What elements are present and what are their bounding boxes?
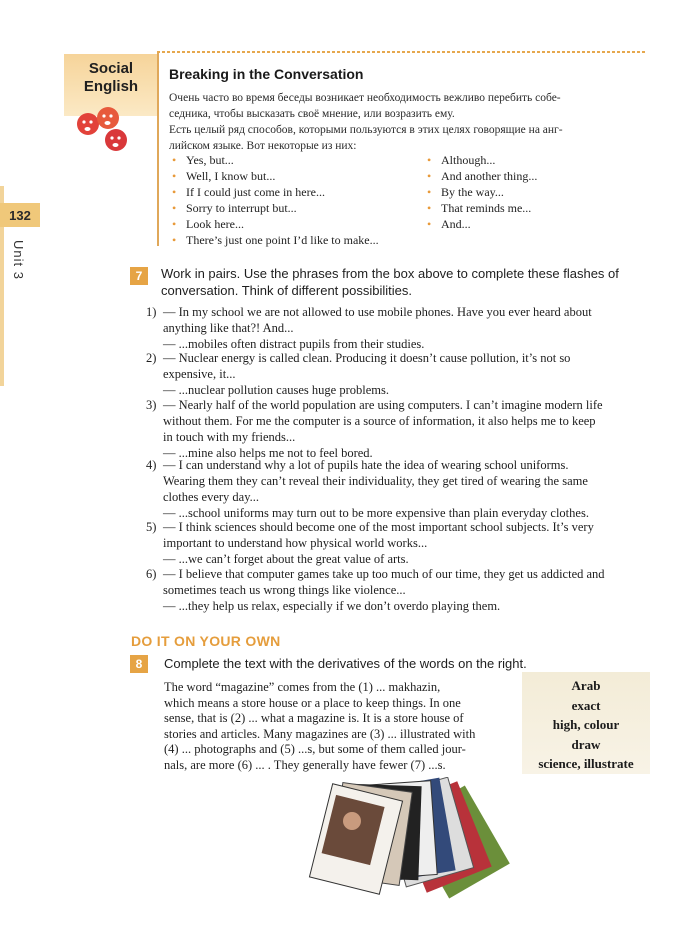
box-top-rule bbox=[157, 50, 647, 54]
exercise-7-item bbox=[146, 350, 652, 398]
item-line: clothes every day... bbox=[163, 490, 260, 504]
item-number: 3) bbox=[146, 398, 157, 412]
box-intro-text bbox=[169, 90, 637, 154]
box-intro-line: седника, чтобы высказать своё мнение, или возразить ему. bbox=[169, 108, 455, 120]
item-line: anything like that?! And... bbox=[163, 321, 294, 335]
text-line: stories and articles. Many magazines are (3) ... illustrated with bbox=[164, 726, 476, 741]
box-intro-line: Очень часто во время беседы возникает необходимость вежливо перебить собе- bbox=[169, 92, 561, 104]
do-it-on-your-own-heading: DO IT ON YOUR OWN bbox=[131, 633, 281, 649]
item-number: 4) bbox=[146, 458, 157, 472]
item-line: — ...mine also helps me not to feel bored. bbox=[163, 446, 373, 460]
phrase-item: • And... bbox=[423, 216, 623, 232]
exercise-7-item bbox=[146, 519, 652, 567]
box-left-border bbox=[157, 52, 159, 246]
phrase-item: • Well, I know but... bbox=[168, 168, 418, 184]
word-item: Arab bbox=[571, 678, 601, 693]
item-line: — I think sciences should become one of the most important school subjects. It’s very bbox=[163, 520, 594, 534]
phrase-item: • Although... bbox=[423, 152, 623, 168]
item-line: — In my school we are not allowed to use mobile phones. Have you ever heard about bbox=[163, 305, 592, 319]
item-line: — I believe that computer games take up too much of our time, they get us addicted and bbox=[163, 567, 605, 581]
derivative-words-box bbox=[522, 672, 650, 774]
phrase-item: • Sorry to interrupt but... bbox=[168, 200, 418, 216]
box-intro-line: лийском языке. Вот некоторые из них: bbox=[169, 140, 357, 152]
social-english-line2: English bbox=[83, 78, 139, 95]
smiley-faces-icon bbox=[74, 104, 140, 156]
item-line: — ...mobiles often distract pupils from their studies. bbox=[163, 337, 425, 351]
item-number: 1) bbox=[146, 305, 157, 319]
item-line: — ...we can’t forget about the great value of arts. bbox=[163, 552, 409, 566]
text-line: (4) ... photographs and (5) ...s, but some of them called jour- bbox=[164, 742, 466, 756]
phrase-item: • There’s just one point I’d like to make... bbox=[168, 232, 418, 248]
phrase-item: • That reminds me... bbox=[423, 200, 623, 216]
exercise-7-instruction-line: Work in pairs. Use the phrases from the box above to complete these flashes of bbox=[161, 266, 619, 281]
item-line: — I can understand why a lot of pupils hate the idea of wearing school uniforms. bbox=[163, 458, 569, 472]
phrase-item: • Yes, but... bbox=[168, 152, 418, 168]
phrase-item: • By the way... bbox=[423, 184, 623, 200]
exercise-7-instruction bbox=[161, 265, 661, 299]
item-line: without them. For me the computer is a source of information, it also helps me to keep bbox=[163, 414, 596, 428]
phrases-right-column bbox=[423, 152, 623, 232]
phrases-left-column bbox=[168, 152, 418, 248]
item-line: — ...they help us relax, especially if we don’t overdo playing them. bbox=[163, 599, 501, 613]
word-item: science, illustrate bbox=[538, 756, 634, 771]
text-line: The word “magazine” comes from the (1) ... makhazin, bbox=[164, 680, 441, 694]
text-line: nals, are more (6) ... . They generally have fewer (7) ...s. bbox=[164, 757, 446, 772]
phrase-item: • Look here... bbox=[168, 216, 418, 232]
phrase-item: • And another thing... bbox=[423, 168, 623, 184]
item-line: in touch with my friends... bbox=[163, 430, 296, 444]
text-line: which means a store house or a place to keep things. In one bbox=[164, 695, 461, 710]
exercise-7-item bbox=[146, 397, 652, 461]
exercise-7-instruction-line: conversation. Think of different possibilities. bbox=[161, 283, 412, 298]
item-line: Wearing them they can’t reveal their individuality, they get tired of wearing the same bbox=[163, 474, 588, 488]
phrase-item: • If I could just come in here... bbox=[168, 184, 418, 200]
exercise-7-number: 7 bbox=[130, 267, 148, 285]
item-number: 5) bbox=[146, 520, 157, 534]
item-line: sometimes teach us wrong things like violence... bbox=[163, 583, 406, 597]
box-intro-line: Есть целый ряд способов, которыми пользуются в этих целях говорящие на анг- bbox=[169, 124, 563, 136]
word-item: high, colour bbox=[552, 717, 620, 732]
magazines-photo bbox=[292, 777, 512, 899]
item-line: important to understand how physical world works... bbox=[163, 536, 428, 550]
social-english-line1: Social bbox=[88, 60, 134, 77]
text-line: sense, that is (2) ... what a magazine is. It is a store house of bbox=[164, 711, 464, 725]
item-number: 2) bbox=[146, 351, 157, 365]
item-line: expensive, it... bbox=[163, 367, 236, 381]
exercise-7-item bbox=[146, 566, 652, 614]
exercise-7-item bbox=[146, 457, 652, 521]
item-line: — Nuclear energy is called clean. Producing it doesn’t cause pollution, it’s not so bbox=[163, 351, 571, 365]
exercise-8-text bbox=[164, 680, 510, 773]
box-title: Breaking in the Conversation bbox=[169, 66, 364, 82]
page-number: 132 bbox=[0, 203, 40, 227]
item-line: — Nearly half of the world population are using computers. I can’t imagine modern life bbox=[163, 398, 603, 412]
item-line: — ...nuclear pollution causes huge problems. bbox=[163, 383, 389, 397]
word-item: exact bbox=[571, 697, 601, 713]
word-item: draw bbox=[571, 736, 601, 752]
item-number: 6) bbox=[146, 567, 157, 581]
exercise-8-instruction: Complete the text with the derivatives of the words on the right. bbox=[164, 656, 527, 671]
unit-label: Unit 3 bbox=[11, 240, 26, 280]
exercise-8-number: 8 bbox=[130, 655, 148, 673]
exercise-7-item bbox=[146, 304, 652, 352]
item-line: — ...school uniforms may turn out to be more expensive than plain everyday clothes. bbox=[163, 506, 589, 520]
